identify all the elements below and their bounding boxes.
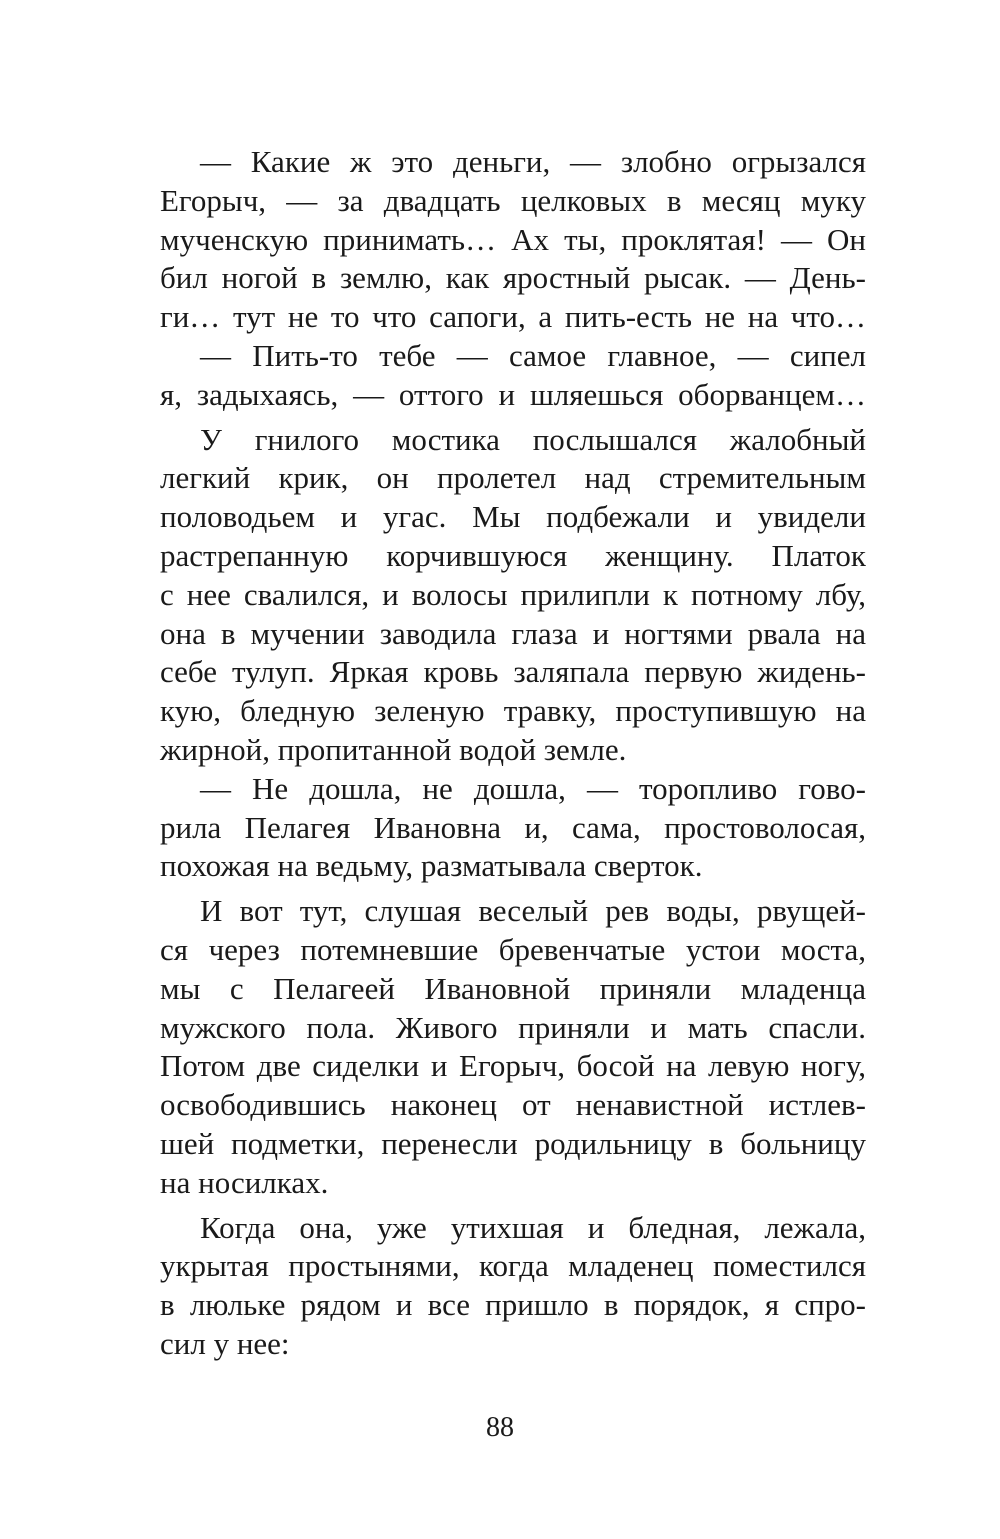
text-line: себе тулуп. Яркая кровь заляпала первую жидень-: [160, 654, 866, 690]
main-text: [160, 143, 866, 1364]
text-line: половодьем и угас. Мы подбежали и увидели: [160, 499, 866, 535]
text-line: рила Пелагея Ивановна и, сама, простоволосая,: [160, 809, 866, 845]
text-line: бил ногой в землю, как яростный рысак. — День-: [160, 260, 866, 296]
text-line: освободившись наконец от ненавистной истлев-: [160, 1087, 866, 1123]
text-line: легкий крик, он пролетел над стремительным: [160, 460, 866, 496]
text-line: Потом две сиделки и Егорыч, босой на левую ногу,: [160, 1048, 866, 1084]
text-line: Когда она, уже утихшая и бледная, лежала,: [200, 1209, 866, 1245]
text-line: шей подметки, перенесли родильницу в больницу: [160, 1125, 866, 1161]
text-line: сил у нее:: [160, 1325, 290, 1361]
text-line: мученскую принимать… Ах ты, проклятая! — Он: [160, 221, 866, 257]
text-line: Егорыч, — за двадцать целковых в месяц муку: [160, 182, 866, 218]
text-line: ги… тут не то что сапоги, а пить-есть не на что…: [160, 299, 866, 335]
page-number: 88: [486, 1412, 514, 1443]
text-line: с нее свалился, и волосы прилипли к потному лбу,: [160, 576, 866, 612]
text-line: укрытая простынями, когда младенец поместился: [160, 1248, 866, 1284]
text-line: И вот тут, слушая веселый рев воды, рвущей-: [200, 893, 866, 929]
text-line: в люльке рядом и все пришло в порядок, я спро-: [160, 1287, 866, 1323]
text-line: мужского пола. Живого приняли и мать спасли.: [160, 1009, 866, 1045]
text-line: У гнилого мостика послышался жалобный: [200, 421, 866, 457]
text-line: кую, бледную зеленую травку, проступившую на: [160, 693, 866, 729]
text-line: растрепанную корчившуюся женщину. Платок: [160, 537, 866, 573]
text-line: — Пить-то тебе — самое главное, — сипел: [200, 337, 866, 373]
text-line: похожая на ведьму, разматывала сверток.: [160, 848, 703, 884]
text-line: — Не дошла, не дошла, — торопливо гово-: [200, 770, 866, 806]
text-line: ся через потемневшие бревенчатые устои моста,: [160, 931, 866, 967]
text-line: жирной, пропитанной водой земле.: [160, 731, 627, 767]
text-line: я, задыхаясь, — оттого и шляешься оборванцем…: [160, 376, 866, 412]
text-line: мы с Пелагеей Ивановной приняли младенца: [160, 970, 866, 1006]
text-line: — Какие ж это деньги, — злобно огрызался: [200, 144, 866, 179]
text-line: она в мучении заводила глаза и ногтями рвала на: [160, 615, 866, 651]
text-line: на носилках.: [160, 1164, 329, 1200]
